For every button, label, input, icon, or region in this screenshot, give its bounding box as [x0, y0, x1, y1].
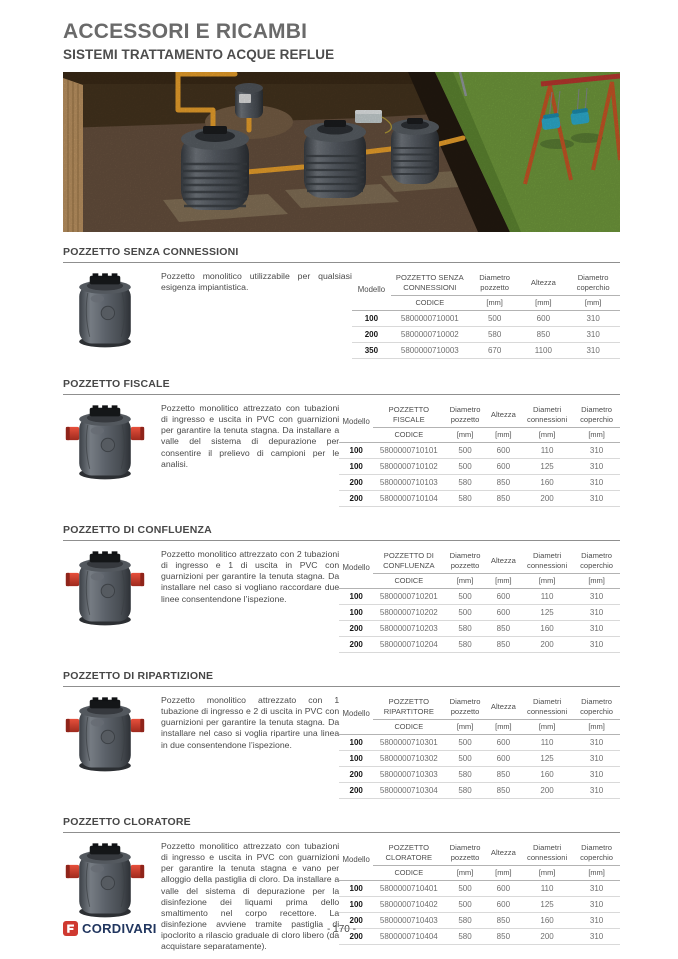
cell-codice: 5800000710002 [391, 326, 469, 342]
cell-codice: 5800000710303 [373, 766, 444, 782]
cell-value: 200 [521, 928, 573, 944]
section-heading: POZZETTO FISCALE [63, 378, 620, 395]
cell-codice: 5800000710104 [373, 490, 444, 506]
cell-modello: 100 [339, 750, 373, 766]
table-row [339, 490, 620, 506]
section-heading: POZZETTO CLORATORE [63, 816, 620, 833]
cell-value: 310 [573, 458, 620, 474]
col-header: Diametro coperchio [566, 271, 620, 295]
cell-codice: 5800000710102 [373, 458, 444, 474]
col-header-modello: Modello [339, 695, 373, 734]
table-row [352, 326, 620, 342]
hero-illustration [63, 72, 620, 232]
cell-codice: 5800000710003 [391, 342, 469, 358]
cell-value: 580 [444, 620, 485, 636]
product-thumbnail [63, 548, 149, 637]
tank-connector-right [131, 719, 144, 732]
spec-table-wrap [339, 402, 620, 507]
cell-value: 310 [573, 588, 620, 604]
col-subheader: CODICE [373, 573, 444, 588]
col-header: Diametro pozzetto [444, 695, 485, 719]
cell-value: 310 [573, 896, 620, 912]
cell-modello: 100 [339, 896, 373, 912]
table-row [339, 588, 620, 604]
table-row [339, 734, 620, 750]
col-subheader: [mm] [573, 573, 620, 588]
col-subheader: [mm] [469, 295, 521, 310]
cell-value: 1100 [520, 342, 566, 358]
col-header-modello: Modello [339, 403, 373, 442]
table-row [339, 880, 620, 896]
tank-icon [63, 270, 147, 354]
cell-codice: 5800000710001 [391, 310, 469, 326]
page-number: - 170 - [327, 924, 356, 935]
tank-connector-right [131, 865, 144, 878]
cell-value: 310 [573, 782, 620, 798]
cell-value: 600 [486, 604, 521, 620]
cell-modello: 200 [339, 766, 373, 782]
col-subheader: [mm] [486, 573, 521, 588]
section-body [63, 263, 620, 359]
table-row [339, 442, 620, 458]
product-thumbnail [63, 694, 149, 783]
col-header: Altezza [486, 841, 521, 865]
cell-value: 580 [444, 474, 485, 490]
cell-value: 125 [521, 896, 573, 912]
cell-value: 600 [486, 458, 521, 474]
cell-value: 500 [444, 604, 485, 620]
product-description: Pozzetto monolitico attrezzato con tubazioni di ingresso e uscita in PVC con guarnizioni per garantire la tenuta stagna. Da installare a valle del sistema di depurazione per consentire il prelievo di campioni per le analisi. [161, 403, 340, 469]
cell-codice: 5800000710201 [373, 588, 444, 604]
cell-value: 850 [486, 912, 521, 928]
product-thumbnail [63, 270, 149, 359]
tank-connector-right [131, 427, 144, 440]
product-thumbnail [63, 402, 149, 491]
cell-value: 160 [521, 620, 573, 636]
cell-value: 310 [573, 912, 620, 928]
cell-value: 310 [566, 342, 620, 358]
cell-value: 310 [573, 766, 620, 782]
table-row [339, 750, 620, 766]
col-header: POZZETTO SENZA CONNESSIONI [391, 271, 469, 295]
cell-codice: 5800000710401 [373, 880, 444, 896]
cell-value: 160 [521, 474, 573, 490]
cell-modello: 100 [339, 734, 373, 750]
cell-value: 160 [521, 766, 573, 782]
tank-icon [63, 402, 147, 486]
cell-value: 160 [521, 912, 573, 928]
cell-value: 125 [521, 750, 573, 766]
col-header: Diametri connessioni [521, 403, 573, 427]
col-subheader: [mm] [566, 295, 620, 310]
col-header: Diametro pozzetto [469, 271, 521, 295]
spec-table [352, 271, 620, 359]
table-row [339, 620, 620, 636]
page-subtitle: SISTEMI TRATTAMENTO ACQUE REFLUE [63, 47, 335, 62]
col-header: POZZETTO CLORATORE [373, 841, 444, 865]
cell-value: 310 [573, 474, 620, 490]
tank-icon [63, 548, 147, 632]
col-header: POZZETTO RIPARTITORE [373, 695, 444, 719]
col-subheader: [mm] [573, 427, 620, 442]
cell-value: 310 [566, 310, 620, 326]
cell-value: 110 [521, 442, 573, 458]
product-section [63, 670, 620, 802]
cell-value: 600 [520, 310, 566, 326]
col-header: Diametro coperchio [573, 549, 620, 573]
col-header: Altezza [486, 403, 521, 427]
table-row [339, 766, 620, 782]
section-heading: POZZETTO DI CONFLUENZA [63, 524, 620, 541]
cell-modello: 200 [339, 474, 373, 490]
cell-value: 850 [486, 928, 521, 944]
cell-modello: 100 [352, 310, 391, 326]
cell-value: 500 [444, 588, 485, 604]
cell-value: 600 [486, 880, 521, 896]
cell-modello: 200 [339, 912, 373, 928]
cell-value: 310 [573, 490, 620, 506]
cell-modello: 200 [339, 636, 373, 652]
cell-codice: 5800000710103 [373, 474, 444, 490]
cell-value: 580 [444, 766, 485, 782]
col-subheader: [mm] [573, 719, 620, 734]
cell-value: 310 [573, 880, 620, 896]
col-header-modello: Modello [339, 841, 373, 880]
cell-value: 110 [521, 734, 573, 750]
tank-icon [63, 694, 147, 778]
sections [63, 246, 620, 952]
cell-value: 850 [486, 782, 521, 798]
cell-value: 850 [486, 636, 521, 652]
cell-value: 125 [521, 604, 573, 620]
cell-modello: 200 [339, 782, 373, 798]
cell-modello: 100 [339, 880, 373, 896]
cell-value: 310 [573, 620, 620, 636]
product-section [63, 246, 620, 364]
cell-modello: 100 [339, 442, 373, 458]
section-heading: POZZETTO SENZA CONNESSIONI [63, 246, 620, 263]
cell-value: 110 [521, 588, 573, 604]
cell-modello: 100 [339, 458, 373, 474]
cell-value: 500 [444, 896, 485, 912]
tank-connector-left [66, 427, 79, 440]
col-subheader: CODICE [373, 427, 444, 442]
col-header: Diametro coperchio [573, 695, 620, 719]
cell-value: 580 [469, 326, 521, 342]
cell-value: 200 [521, 490, 573, 506]
cell-value: 850 [486, 490, 521, 506]
table-row [352, 342, 620, 358]
section-heading: POZZETTO DI RIPARTIZIONE [63, 670, 620, 687]
col-subheader: CODICE [391, 295, 469, 310]
table-row [339, 896, 620, 912]
cell-value: 600 [486, 896, 521, 912]
cell-value: 600 [486, 588, 521, 604]
cell-value: 310 [566, 326, 620, 342]
spec-table [339, 695, 620, 799]
col-header: Diametri connessioni [521, 695, 573, 719]
cell-codice: 5800000710301 [373, 734, 444, 750]
cell-codice: 5800000710203 [373, 620, 444, 636]
product-description: Pozzetto monolitico attrezzato con 1 tubazione di ingresso e 2 di uscita in PVC con guarnizioni per garantire la tenuta stagna. Da installare nel caso si voglia ripartire una linea in due consentendone l’ispezione. [161, 695, 340, 750]
cell-value: 580 [444, 782, 485, 798]
cell-value: 580 [444, 912, 485, 928]
cell-modello: 350 [352, 342, 391, 358]
col-subheader: [mm] [573, 865, 620, 880]
table-row [339, 458, 620, 474]
col-subheader: [mm] [444, 719, 485, 734]
cell-codice: 5800000710101 [373, 442, 444, 458]
product-description: Pozzetto monolitico attrezzato con 2 tubazioni di ingresso e 1 di uscita in PVC con guarnizioni per garantire la tenuta stagna. Da installare nel caso si vogliano raccordare due linee consentendone l’ispezione. [161, 549, 340, 604]
cell-value: 125 [521, 458, 573, 474]
col-header: Diametro pozzetto [444, 403, 485, 427]
col-subheader: [mm] [486, 719, 521, 734]
cell-value: 310 [573, 636, 620, 652]
col-header: Diametro coperchio [573, 403, 620, 427]
col-header: POZZETTO FISCALE [373, 403, 444, 427]
spec-table [339, 549, 620, 653]
product-thumbnail [63, 840, 149, 929]
cell-value: 110 [521, 880, 573, 896]
cell-modello: 200 [339, 620, 373, 636]
col-subheader: [mm] [444, 573, 485, 588]
spec-table-wrap [352, 270, 620, 359]
col-subheader: [mm] [444, 865, 485, 880]
cell-value: 310 [573, 928, 620, 944]
page-title: ACCESSORI E RICAMBI [63, 20, 308, 43]
col-header: POZZETTO DI CONFLUENZA [373, 549, 444, 573]
col-subheader: CODICE [373, 865, 444, 880]
table-row [339, 636, 620, 652]
cell-codice: 5800000710403 [373, 912, 444, 928]
section-body [63, 541, 620, 653]
cell-codice: 5800000710302 [373, 750, 444, 766]
cell-value: 200 [521, 636, 573, 652]
cell-codice: 5800000710202 [373, 604, 444, 620]
col-header: Diametro pozzetto [444, 841, 485, 865]
cell-modello: 200 [352, 326, 391, 342]
col-subheader: CODICE [373, 719, 444, 734]
col-subheader: [mm] [521, 573, 573, 588]
cell-value: 600 [486, 750, 521, 766]
cell-value: 670 [469, 342, 521, 358]
table-row [352, 310, 620, 326]
table-row [339, 604, 620, 620]
table-row [339, 782, 620, 798]
col-header: Altezza [486, 695, 521, 719]
col-subheader: [mm] [486, 427, 521, 442]
cell-value: 310 [573, 734, 620, 750]
cell-value: 580 [444, 490, 485, 506]
cell-codice: 5800000710404 [373, 928, 444, 944]
cell-value: 200 [521, 782, 573, 798]
col-subheader: [mm] [486, 865, 521, 880]
col-header-modello: Modello [339, 549, 373, 588]
product-section [63, 378, 620, 510]
section-body [63, 687, 620, 799]
cell-modello: 200 [339, 928, 373, 944]
cell-modello: 100 [339, 604, 373, 620]
cell-codice: 5800000710402 [373, 896, 444, 912]
col-header: Diametri connessioni [521, 549, 573, 573]
cell-value: 310 [573, 604, 620, 620]
spec-table-wrap [339, 694, 620, 799]
cell-value: 580 [444, 928, 485, 944]
col-header: Altezza [520, 271, 566, 295]
product-description: Pozzetto monolitico utilizzabile per qualsiasi esigenza impiantistica. [161, 271, 352, 293]
cell-value: 310 [573, 750, 620, 766]
tank-connector-left [66, 719, 79, 732]
cell-value: 500 [444, 442, 485, 458]
spec-table [339, 403, 620, 507]
cell-value: 580 [444, 636, 485, 652]
cell-value: 500 [444, 734, 485, 750]
cell-value: 850 [486, 620, 521, 636]
tank-connector-right [131, 573, 144, 586]
col-header-modello: Modello [352, 271, 391, 310]
cell-value: 600 [486, 734, 521, 750]
spec-table-wrap [339, 548, 620, 653]
col-header: Altezza [486, 549, 521, 573]
cell-value: 500 [444, 458, 485, 474]
col-subheader: [mm] [521, 719, 573, 734]
col-subheader: [mm] [444, 427, 485, 442]
page-footer [63, 921, 620, 943]
col-header: Diametri connessioni [521, 841, 573, 865]
col-header: Diametro pozzetto [444, 549, 485, 573]
product-description: Pozzetto monolitico attrezzato con tubazioni di ingresso e uscita in PVC con guarnizioni per garantire la tenuta stagna e vano per alloggio della pastiglia di cloro. Da installare a valle del sistema di depurazione per la disinfezione dei liquami prima dello smaltimento nel corpo recettore. La disinfezione avviene tramite pastiglia di ipoclorito a rilascio graduale di cloro libero (da acquistare separatamente). [161, 841, 340, 952]
cell-value: 500 [444, 750, 485, 766]
cell-value: 850 [486, 474, 521, 490]
cell-codice: 5800000710204 [373, 636, 444, 652]
tank-connector-left [66, 865, 79, 878]
cell-value: 850 [486, 766, 521, 782]
col-subheader: [mm] [520, 295, 566, 310]
cell-value: 600 [486, 442, 521, 458]
cell-value: 850 [520, 326, 566, 342]
section-body [63, 395, 620, 507]
col-header: Diametro coperchio [573, 841, 620, 865]
cell-modello: 100 [339, 588, 373, 604]
tank-connector-left [66, 573, 79, 586]
cell-value: 500 [469, 310, 521, 326]
brand-name: CORDIVARI [82, 921, 157, 936]
cell-value: 500 [444, 880, 485, 896]
cell-codice: 5800000710304 [373, 782, 444, 798]
product-section [63, 524, 620, 656]
col-subheader: [mm] [521, 865, 573, 880]
table-row [339, 474, 620, 490]
tank-icon [63, 840, 147, 924]
col-subheader: [mm] [521, 427, 573, 442]
cell-value: 310 [573, 442, 620, 458]
cell-modello: 200 [339, 490, 373, 506]
